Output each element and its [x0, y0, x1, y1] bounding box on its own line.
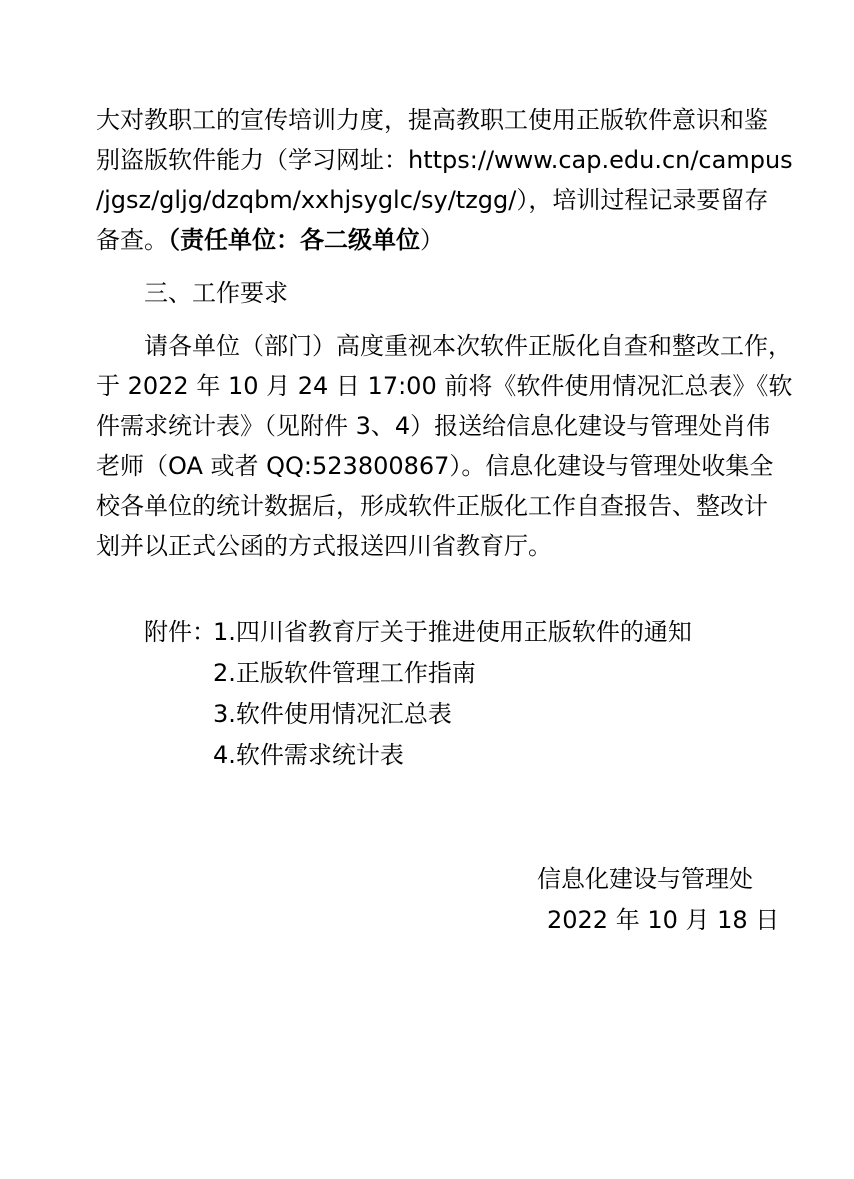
requirements-paragraph-line-1: 请各单位（部门）高度重视本次软件正版化自查和整改工作， — [144, 332, 792, 360]
requirements-paragraph-line-4: 老师（OA 或者 QQ:523800867）。信息化建设与管理处收集全 — [96, 452, 774, 480]
requirements-paragraph-line-2: 于 2022 年 10 月 24 日 17:00 前将《软件使用情况汇总表》《软 — [96, 372, 793, 400]
signature-date: 2022 年 10 月 18 日 — [547, 906, 780, 934]
section-heading-requirements: 三、工作要求 — [144, 279, 288, 307]
requirements-paragraph-line-6: 划并以正式公函的方式报送四川省教育厅。 — [96, 532, 552, 560]
responsible-unit: 责任单位：各二级单位 — [180, 226, 420, 254]
signature-department: 信息化建设与管理处 — [537, 865, 753, 893]
training-paragraph-line-4 — [96, 220, 444, 260]
requirements-paragraph-line-3: 件需求统计表》（见附件 3、4）报送给信息化建设与管理处肖伟 — [96, 412, 771, 440]
requirements-paragraph-line-5: 校各单位的统计数据后，形成软件正版化工作自查报告、整改计 — [96, 492, 768, 520]
attachments-label: 附件： — [144, 618, 216, 646]
responsible-unit-close-paren: ） — [420, 226, 444, 254]
training-paragraph-line-3: /jgsz/gljg/dzqbm/xxhjsyglc/sy/tzgg/），培训过程记录要留存 — [96, 186, 769, 214]
training-paragraph-end: 备查。 — [96, 226, 168, 254]
attachment-item: 1.四川省教育厅关于推进使用正版软件的通知 — [213, 618, 692, 646]
training-paragraph-line-1: 大对教职工的宣传培训力度，提高教职工使用正版软件意识和鉴 — [96, 106, 768, 134]
attachment-item: 3.软件使用情况汇总表 — [213, 700, 452, 728]
attachment-item: 4.软件需求统计表 — [213, 741, 404, 769]
responsible-unit-open-paren: （ — [168, 226, 180, 254]
training-paragraph-line-2: 别盗版软件能力（学习网址：https://www.cap.edu.cn/campus — [96, 146, 793, 174]
attachment-item: 2.正版软件管理工作指南 — [213, 659, 476, 687]
